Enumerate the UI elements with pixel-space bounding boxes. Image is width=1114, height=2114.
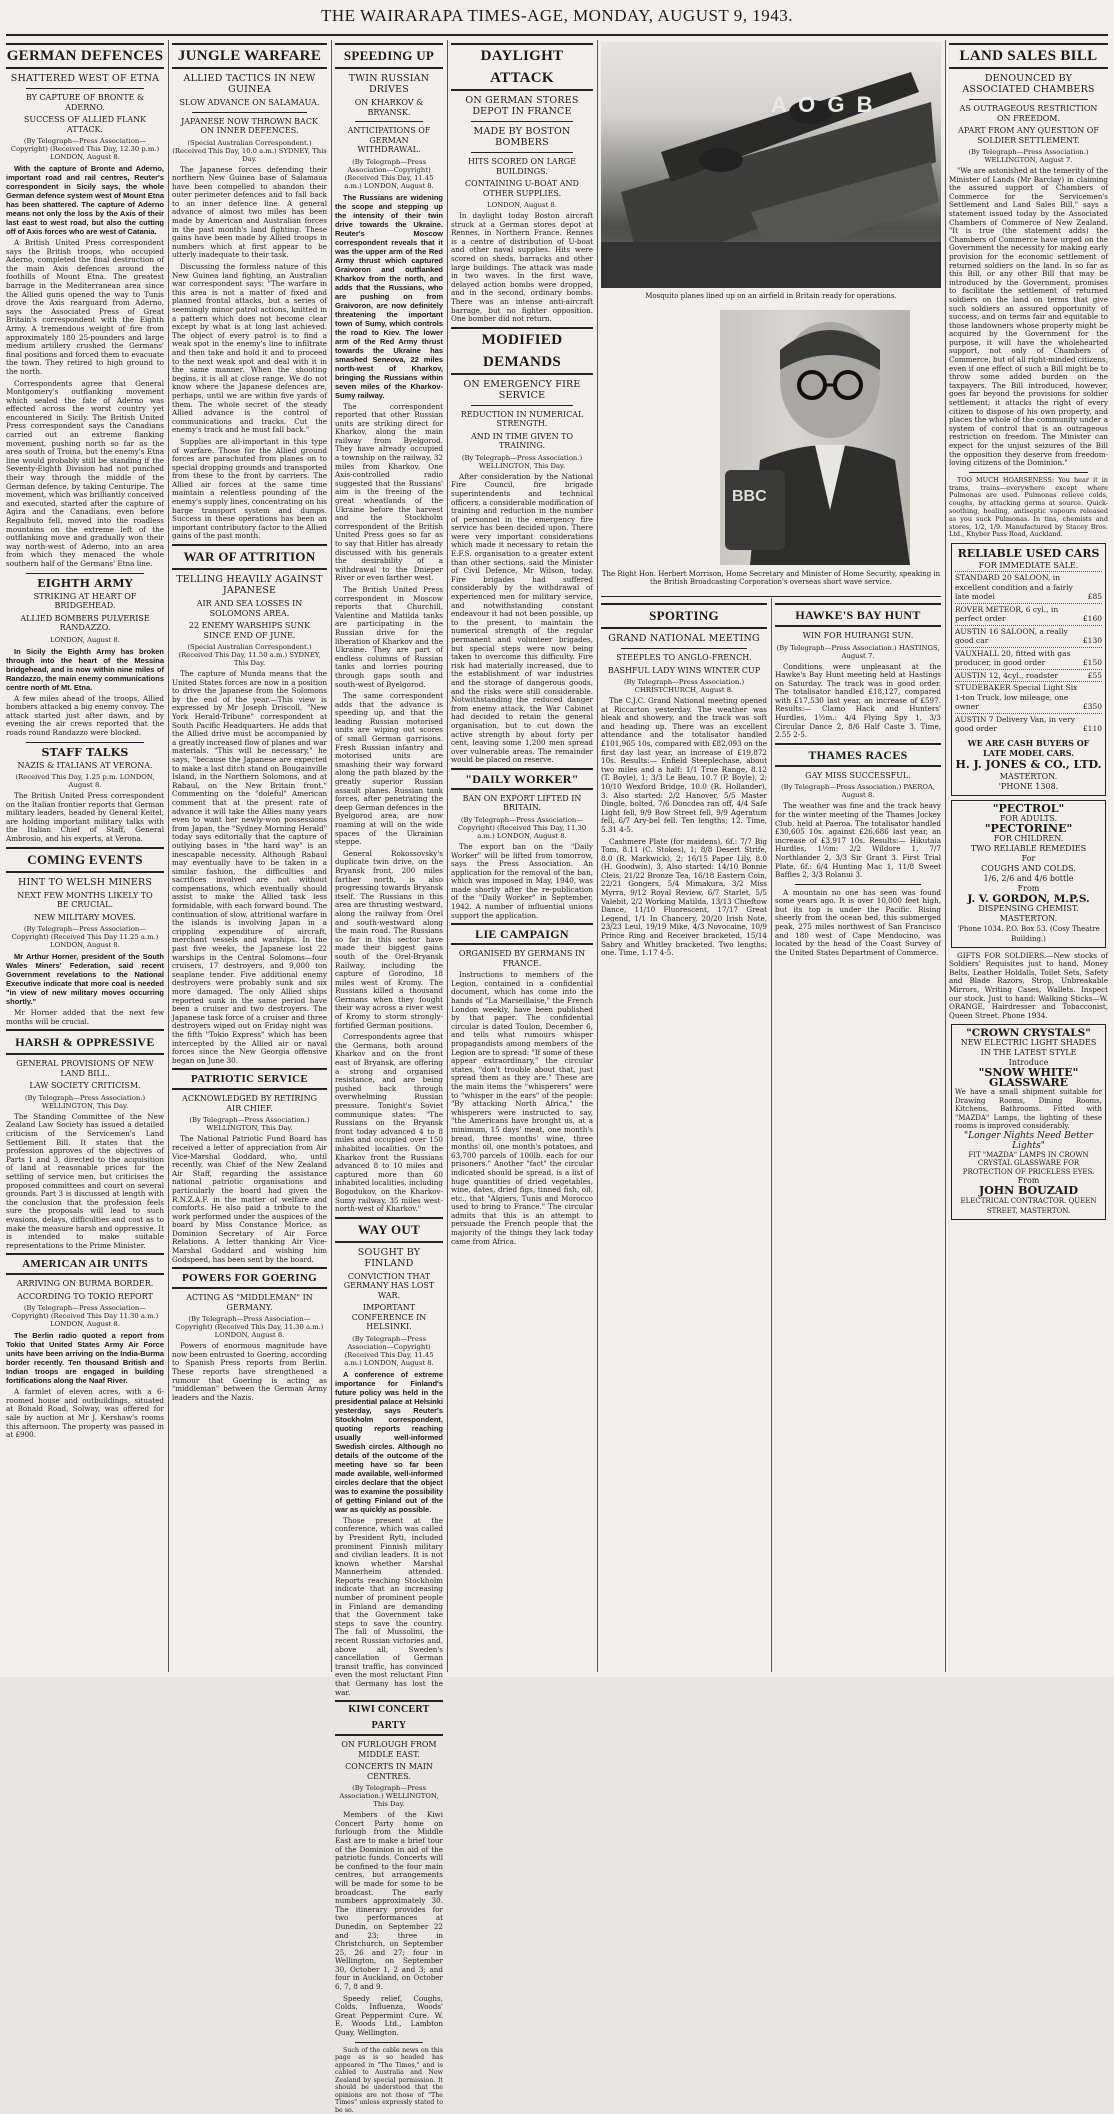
article-paragraph: The Standing Committee of the New Zealand Law Society has issued a detailed criticism of the Servicemen's Land Settlement Bill. It states that the profession approves of the objectives of Parts 1 and 3, directed to the acquisition of land at reasonable prices for the settling of service men, but criticises the proposed committees and court on several grounds. Part 3 is discussed at length with the conclusion that the profession feels sure the proposals will lead to such evasions, delays, difficulties and cost as to make the measure harsh and oppressive. It is intended to make suitable representations to the Prime Minister. bbox=[6, 1111, 164, 1250]
car-price: £160 bbox=[1082, 614, 1102, 624]
mosquito-planes-photo bbox=[601, 42, 941, 288]
column-3 bbox=[335, 40, 444, 2114]
subhead: ACCORDING TO TOKIO REPORT bbox=[17, 1291, 153, 1301]
lead-paragraph: The Russians are widening the scope and stepping up the intensity of their twin drive towards the Ukraine. Reuter's Moscow correspondent reveals that it was the upper arm of the Red Army thrust which captured Graivoron and outflanked Kharkov from the north, and adds that the Russians, who are pushing on from Graivoron, are now definitely threatening the important town of Sumy, which controls the road to Kiev. The lower arm of the Red Army thrust towards the Ukraine has smashed Seneova, 22 miles north-west of Kharkov, bringing the Russians within seven miles of the Kharkov-Sumy railway. bbox=[335, 192, 443, 400]
column-separator bbox=[168, 40, 169, 1672]
advert-title: GLASSWARE bbox=[988, 1076, 1069, 1090]
dateline: (By Telegraph—Press Association—Copyright) (Received This Day, 11.45 a.m.) LONDON, August 8. bbox=[344, 157, 434, 190]
dateline: (By Telegraph—Press Association.) CHRISTCHURCH, August 8. bbox=[623, 678, 745, 694]
subhead: SHATTERED WEST OF ETNA bbox=[10, 73, 160, 84]
lead-paragraph: The Berlin radio quoted a report from Tokio that United States Army Air Force units have been arriving on the India-Burma border recently. Ten thousand British and Indian troops are engaged in building fortifications along the Naaf River. bbox=[6, 1331, 164, 1386]
portrait-icon bbox=[720, 310, 910, 565]
lead-paragraph: A conference of extreme importance for Finland's future policy was held in the presidential palace at Helsinki yesterday, says Reuter's Stockholm correspondent, quoting reports reaching usually well-informed Swedish circles. Although no details of the outcome of the meeting have so far been made available, well-informed circles declare that the object was to examine the possibility of getting Finland out of the war as quickly as possible. bbox=[335, 1369, 443, 1514]
advert-body: We have a small shipment suitable for Drawing Rooms, Dining Rooms, Kitchens, Bathrooms. Fitted with "MAZDA" Lamps, the lighting of these rooms is improved considerably. bbox=[955, 1088, 1102, 1131]
advert-town: MASTERTON. bbox=[999, 771, 1058, 781]
advert-title: "CROWN CRYSTALS" bbox=[966, 1027, 1091, 1040]
subhead: NEW MILITARY MOVES. bbox=[34, 912, 136, 922]
used-cars-advert bbox=[951, 543, 1106, 796]
headline-patriotic-service: PATRIOTIC SERVICE bbox=[172, 1068, 327, 1090]
subhead: TELLING HEAVILY AGAINST JAPANESE bbox=[176, 574, 323, 597]
aircraft-code: A O G B bbox=[771, 92, 876, 117]
car-list-item bbox=[955, 647, 1102, 669]
dateline: (By Telegraph—Press Association—Copyright) (Received This Day, 11.45 a.m.) LONDON, August 8. bbox=[344, 1334, 434, 1367]
subhead: NEXT FEW MONTHS LIKELY TO BE CRUCIAL. bbox=[17, 890, 153, 910]
article-paragraph: In daylight today Boston aircraft struck at a German stores depot at Rennes, in Northern France. Rennes is a centre of distribution of U-boat and other naval supplies. Hits were scored on sheds, barracks and other large buildings. The attack was made in two waves. In the first wave, delayed action bombs were dropped, and in the second, ordinary bombs. There was an intense anti-aircraft barrage, but no fighter opposition. One bomber did not return. bbox=[451, 211, 593, 324]
article-paragraph: The weather was fine and the track heavy for the winter meeting of the Thames Jockey Club, held at Paeroa. The totalisator handled £30,605 10s. against £26,686 last year, an increase of £3,917 10s. Results:— Hikutaia Hurdles, 1½m: 2/2 Wildore 1, 7/7 Northlander 2, 3/3 Sir Grant 3. First Trial Plate, 6f.: 6/4 Hunting Mac 1, 11/8 Sweet Baffles 2, 3/3 Rolanui 3. bbox=[775, 801, 941, 880]
car-price: £350 bbox=[1082, 702, 1102, 712]
small-advert: Speedy relief, Coughs, Colds, Influenza, Woods' Great Peppermint Cure. W. E. Woods Ltd., Lambton Quay, Wellington. bbox=[335, 1993, 443, 2038]
subhead: STRIKING AT HEART OF BRIDGEHEAD. bbox=[33, 591, 137, 611]
advert-line: TWO RELIABLE REMEDIES bbox=[970, 843, 1087, 853]
subhead: BASHFUL LADY WINS WINTER CUP bbox=[607, 665, 761, 675]
dateline: (By Telegraph—Press Association.) WELLINGTON, This Day. bbox=[189, 1116, 310, 1133]
car-price: £150 bbox=[1082, 658, 1102, 668]
advert-line: ELECTRICAL CONTRACTOR. QUEEN STREET, MASTERTON. bbox=[960, 1197, 1097, 1216]
subhead: HINT TO WELSH MINERS bbox=[17, 876, 153, 888]
headline-thames-races: THAMES RACES bbox=[775, 743, 941, 767]
article-paragraph: Correspondents agree that the Germans, both around Kharkov and on the front east of Bryansk, are offering a strong and organised resistance, and are being pushed back through overwhelming Russian pressure. Tonight's Soviet communique states: "The Russians on the Bryansk front today advanced 4 to 8 miles and occupied over 150 inhabited localities. On the Kharkov front the Russians advanced 8 to 10 miles and captured more than 60 inhabited localities, including Bogodukov, on the Kharkov-Sumy railway, 35 miles west-north-west of Kharkov." bbox=[335, 1032, 444, 1214]
headline-eighth-army: EIGHTH ARMY bbox=[37, 576, 133, 590]
subhead: CONCERTS IN MAIN CENTRES. bbox=[345, 1762, 433, 1781]
subhead: AND IN TIME GIVEN TO TRAINING. bbox=[470, 431, 574, 451]
column-1 bbox=[6, 40, 164, 1672]
article-paragraph: Those present at the conference, which was called by President Ryti, included prominent Finnish military and civilian leaders. It is not known whether Marshal Mannerheim attended. Reports reaching Stockholm indicate that an increasing number of prominent people in Finland are demanding that the Government take steps to save the country. The fall of Mussolini, the recent Russian victories and, above all, Sweden's cancellation of German transit traffic, has convinced even the most reluctant Finn that Germany has lost the war. bbox=[335, 1515, 443, 1697]
subhead: MADE BY BOSTON BOMBERS bbox=[473, 126, 571, 148]
dateline: (Received This Day, 1.25 p.m. LONDON, August 8. bbox=[15, 773, 155, 790]
article-paragraph: A farmlet of eleven acres, with a 6-roomed house and outbuildings, situated at Bonald Road, Solway, was offered for sale by auction at Mr J. Kershaw's rooms this afternoon. The property was passed in at £900. bbox=[6, 1387, 164, 1440]
subhead: GRAND NATIONAL MEETING bbox=[608, 633, 760, 644]
car-list-item bbox=[955, 603, 1102, 625]
dateline: (By Telegraph—Press Association.) WELLINGTON, August 7. bbox=[968, 148, 1089, 164]
car-price: £55 bbox=[1087, 670, 1102, 680]
advert-line: From bbox=[1017, 883, 1040, 893]
car-name: STUDEBAKER Special Light Six 1-ton Truck, low mileage, one owner bbox=[955, 683, 1078, 712]
advert-phone: 'Phone 1034. P.O. Box 53. (Cosy Theatre Building.) bbox=[957, 924, 1100, 943]
car-list-item bbox=[955, 625, 1102, 647]
photo-caption: Mosquito planes lined up on an airfield in Britain ready for operations. bbox=[645, 292, 897, 300]
advert-line: COUGHS AND COLDS. bbox=[981, 863, 1076, 873]
headline-war-of-attrition: WAR OF ATTRITION bbox=[172, 544, 327, 570]
headline-land-sales-bill: LAND SALES BILL bbox=[949, 43, 1108, 69]
airplane-icon bbox=[601, 42, 941, 288]
article-paragraph: The British United Press correspondent in Moscow reports that Churchill, Valentine and Matilda tanks are participating in the Russian drive for the liberation of Kharkov and the Ukraine. They are part of endless columns of Russian tanks and lorries pouring through gaps south and south-west of Byelgorod. bbox=[335, 584, 443, 689]
advert-line: FIT "MAZDA" LAMPS IN CROWN CRYSTAL GLASSWARE FOR PROTECTION OF PRICELESS EYES. bbox=[962, 1150, 1095, 1176]
pectrol-advert bbox=[951, 800, 1106, 948]
article-paragraph: A few miles ahead of the troops, Allied bombers attacked a big enemy convoy. The attack started just after dawn, and by evening the air crews reported that the roads round Randazzo were blocked. bbox=[6, 693, 164, 737]
subhead: ON GERMAN STORES DEPOT IN FRANCE bbox=[465, 95, 579, 117]
subhead: IMPORTANT CONFERENCE IN HELSINKI. bbox=[351, 1303, 427, 1332]
advert-line: DISPENSING CHEMIST. MASTERTON. bbox=[978, 903, 1079, 923]
advert-firm: JOHN BOUZAID bbox=[979, 1184, 1078, 1198]
car-list-item bbox=[955, 681, 1102, 713]
advert-line: NEW ELECTRIC LIGHT SHADES IN THE LATEST STYLE bbox=[960, 1038, 1097, 1058]
car-price: £85 bbox=[1087, 592, 1102, 602]
dateline: (By Telegraph—Press Association.) WELLINGTON, This Day. bbox=[461, 453, 583, 470]
article-paragraph: The British United Press correspondent on the Italian frontier reports that German military leaders, headed by General Keitel, are holding important military talks with the Italian Chief of Staff, General Ambrosio, and his experts, at Verona. bbox=[6, 791, 164, 843]
column-separator bbox=[597, 40, 598, 1672]
subhead: ALLIED TACTICS IN NEW GUINEA bbox=[183, 73, 316, 95]
subhead: ON EMERGENCY FIRE SERVICE bbox=[463, 378, 581, 401]
subhead: ARRIVING ON BURMA BORDER. bbox=[16, 1279, 154, 1289]
subhead: TWIN RUSSIAN DRIVES bbox=[348, 73, 430, 95]
subhead: ALLIED BOMBERS PULVERISE RANDAZZO. bbox=[20, 613, 150, 633]
advert-phone: 'PHONE 1308. bbox=[998, 781, 1059, 791]
subhead: ON FURLOUGH FROM MIDDLE EAST. bbox=[341, 1740, 437, 1759]
headline-kiwi-concert-party: KIWI CONCERT PARTY bbox=[335, 1700, 443, 1736]
article-paragraph: Powers of enormous magnitude have now been entrusted to Goering, according to Spanish Press reports from Berlin. These reports have strengthened a rumour that Goering is acting as "middleman" between the German Army leaders and the Nazis. bbox=[172, 1341, 327, 1402]
advert-line: From bbox=[1017, 1176, 1040, 1186]
subhead: NAZIS & ITALIANS AT VERONA. bbox=[17, 760, 153, 770]
article-paragraph: Mr Horner added that the next few months will be crucial. bbox=[6, 1008, 164, 1026]
advert-firm: J. V. GORDON, M.P.S. bbox=[967, 892, 1090, 905]
headline-powers-for-goering: POWERS FOR GOERING bbox=[172, 1267, 327, 1289]
article-paragraph: The C.J.C. Grand National meeting opened at Riccarton yesterday. The weather was bleak and showery, and the track was soft and heading up. There was an excellent attendance and the totalisator handled £101,965 10s, compared with £82,093 on the first day last year, an increase of £19,872 10s. Results:— Enfield Steeplechase, about two miles and a half: 1/1 True Range, 8.12 (T. Boyle), 1; 3/3 Le Beau, 10.7 (P. Boyle), 2; 10/10 Wexford Bridge, 10.0 (R. Hollander), 3. Also started: 2/2 Hanover, 5/5 Master Dingle, bolted, 7/6 Doncdea ran off, 4/4 Safe Light fell, 9/9 Bow Street fell, 9/9 Ageratum fell, 6/7 Ary-bel fell. Ten lengths; 12. Time, 5.31 4-5. bbox=[601, 696, 767, 834]
subhead: SOUGHT BY FINLAND bbox=[357, 1246, 421, 1269]
article-paragraph: The correspondent reported that other Russian units are striking direct for Kharkov, along the main railway from Byelgorod. They have already occupied a township on the railway, 32 miles from Kharkov. One Axis-controlled radio suggested that the Russians' aim is the freeing of the great wheatlands of the Ukraine before the harvest and the Stockholm correspondent of the British United Press goes so far as to say that Hitler has already discussed with his generals the desirability of a withdrawal to the Dnieper River or even farther west. bbox=[335, 401, 443, 583]
headline-lie-campaign: LIE CAMPAIGN bbox=[451, 923, 593, 945]
article-paragraph: Discussing the formless nature of this New Guinea land fighting, an Australian war correspondent says: "The warfare in this area is not a matter of fixed and planned frontal attacks, but a series of seemingly minor patrol actions, knitted in a pattern which does not become clear except by what is at long last achieved. The object of every patrol is to find a weak spot in the enemy's line to infiltrate and then take and hold it and to proceed to the next weak spot and deal with it in the same manner. When the shooting begins, it is all at close range. We do not know where the Japanese defences are, perhaps, until we are within five yards of them. The whole secret of the steady Allied advance is the control of communications and tracks. Cut the enemy's track and he must fall back." bbox=[172, 262, 327, 435]
masthead-rule bbox=[6, 34, 1108, 36]
article-paragraph: "We are astonished at the temerity of the Minister of Lands (Mr Barclay) in claiming the assured support of Chambers of Commerce for the Servicemen's Settlement and Land Sales Bill," says a statement issued today by the Associated Chambers of Commerce of New Zealand. "It is true (the statement adds) the Chambers of Commerce have urged on the Government the necessity for making early provision for the economic settlement of returned soldiers on the land. In so far as this Bill, or any other Bill that may be introduced by the Government, promises to facilitate the settlement of returned soldiers on the land on terms that give such soldiers an assured opportunity of success, and on terms fair and equitable to those landowners whose property might be acquired by the Government for the purpose, it will have the wholehearted support, not only of Chambers of Commerce, but of all right-minded citizens, even if one effect of such a Bill might be to throw some added burden on the taxpayers. The Bill introduced, however, goes far beyond the provisions for soldier settlement; it attacks the right of every citizen to dispose of his own property, and places the whole of the community under a system of control that is an outrageous restriction on freedom. The Minister can expect for the unjust seizures of the Bill the opposition they deserve from freedom-loving citizens of the Dominion." bbox=[949, 166, 1108, 468]
car-price: £130 bbox=[1082, 636, 1102, 646]
advert-foot: WE ARE CASH BUYERS OF LATE MODEL CARS. bbox=[967, 737, 1090, 758]
advert-title: RELIABLE USED CARS bbox=[957, 547, 1100, 561]
headline-daily-worker: "DAILY WORKER" bbox=[451, 768, 593, 790]
article-paragraph: Cashmere Plate (for maidens), 6f.: 7/7 Big Tom, 8.11 (C. Stokes), 1; 8/8 Desert Strife, 8.0 (R. Markwick), 2; 16/15 Paper Lily, 8.0 (H. Goodwin), 3. Also started: 14/10 Bonnie Cleis, 21/22 Bronze Tea, 16/18 Eastern Coin, 22/21 Gongers, 5/4 Mimakura, 3/2 Miss Myrra, 9/12 Royal Review, 6/7 Starlet, 5/5 Valebit, 2/2 Working Matilda, 13/13 Chieftow Dance, 11/10 Fluorescent, 17/17 Great Legend, 1/1 In Chancery, 20/20 Irish Note, 23/23 Leul, 19/19 Mike, 4/3 Novocaine, 10/9 Prince Ring and Receiver bracketed, 15/14 Sabry and Whitley bracketed. Two lengths; one. Time, 1.17 4-5. bbox=[601, 836, 767, 958]
headline-american-air-units: AMERICAN AIR UNITS bbox=[6, 1253, 164, 1275]
car-list-item bbox=[955, 713, 1102, 735]
column-6 bbox=[949, 40, 1108, 1672]
subhead: AS OUTRAGEOUS RESTRICTION ON FREEDOM. bbox=[959, 104, 1098, 123]
headline-hawkes-bay-hunt: HAWKE'S BAY HUNT bbox=[775, 603, 941, 627]
column-separator bbox=[771, 598, 772, 1672]
dateline: (By Telegraph—Press Association.) WELLINGTON, This Day. bbox=[339, 1784, 439, 1809]
advert-line: Introduce bbox=[1008, 1058, 1049, 1068]
subhead: ON KHARKOV & BRYANSK. bbox=[354, 98, 424, 117]
article-paragraph: Supplies are all-important in this type of warfare. Those for the Allied ground forces are parachuted from planes on to special dropping grounds and transported from these to the front by carriers. The Allied air forces at the same time maintain a relentless pounding of the enemy's supply lines, concentrating on his barge transport system and dumps. Success in these operations has been an important contributory factor to the Allied gains of the past month. bbox=[172, 436, 327, 541]
herbert-morrison-photo bbox=[720, 310, 910, 565]
article-paragraph: The export ban on the "Daily Worker" will be lifted from tomorrow, says the Press Association. An application for the removal of the ban, which was imposed in May, 1940, was made shortly after the re-publication of the "Daily Worker" in September, 1942. A number of influential unions support the application. bbox=[451, 841, 593, 920]
car-name: AUSTIN 16 SALOON, a really good car bbox=[955, 626, 1068, 646]
car-list bbox=[955, 571, 1102, 735]
headline-modified-demands: MODIFIED DEMANDS bbox=[451, 327, 593, 375]
photo-caption: The Right Hon. Herbert Morrison, Home Secretary and Minister of Home Security, speaking in the British Broadcasting Corporation's overseas short wave service. bbox=[601, 570, 941, 587]
subhead: 22 ENEMY WARSHIPS SUNK SINCE END OF JUNE. bbox=[188, 621, 311, 640]
headline-harsh-oppressive: HARSH & OPPRESSIVE bbox=[6, 1029, 164, 1055]
subhead: STEEPLES TO ANGLO-FRENCH. bbox=[616, 653, 752, 662]
car-list-item bbox=[955, 571, 1102, 603]
headline-german-defences: GERMAN DEFENCES bbox=[6, 43, 164, 69]
subhead: AIR AND SEA LOSSES IN SOLOMONS AREA. bbox=[196, 599, 303, 618]
lead-paragraph: In Sicily the Eighth Army has broken through into the heart of the Messina bridgehead, and is now within nine miles of Randazzo, the main enemy communications centre north of Mt. Etna. bbox=[6, 646, 164, 692]
subhead: BY CAPTURE OF BRONTE & ADERNO. bbox=[25, 93, 145, 112]
headline-sporting: SPORTING bbox=[601, 603, 767, 629]
column-2 bbox=[172, 40, 327, 1672]
column-5b bbox=[775, 600, 941, 1672]
subhead: SLOW ADVANCE ON SALAMAUA. bbox=[179, 98, 320, 107]
masthead: THE WAIRARAPA TIMES-AGE, MONDAY, AUGUST 9, 1943. bbox=[320, 6, 794, 25]
bbc-sign: BBC bbox=[732, 488, 767, 505]
dateline: (By Telegraph—Press Association—Copyright) (Received This Day 11.30 a.m.) LONDON, August 8. bbox=[11, 1304, 159, 1329]
dateline: (By Telegraph—Press Association.) WELLINGTON, This Day. bbox=[24, 1093, 146, 1110]
advert-slogan: "Longer Nights Need Better Lights" bbox=[964, 1130, 1093, 1151]
subhead: WIN FOR HUIRANGI SUN. bbox=[802, 631, 914, 640]
subhead: GAY MISS SUCCESSFUL. bbox=[805, 770, 911, 780]
article-paragraph: The capture of Munda means that the United States forces are now in a position to drive the Japanese from the Solomons by the end of the year.—This view is expressed by Mr Joseph Driscoll, "New York Herald-Tribune" correspondent at South Pacific Headquarters. He adds that the Allied drive must be accompanied by a greatly increased flow of planes and war materials. "This will be necessary," he says, "because the Japanese are expected to make a last ditch stand on Bougainville Island, in the Northern Solomons, and at Rabaul, on the New Britain front." Commenting on the "doleful" American comment that at the present rate of advance it will take the Allies many years even to want her newly-won possessions from Japan, the "Sydney Morning Herald" today says editorially that the capture of outlying bases in "the hard way" is an inescapable necessity. Although Rabaul may eventually have to be taken in a similar fashion, the difficulties and sacrifices involved are not without compensations, which eventually should assist to make the Allied task less formidable, with each forward bound. The continuation of slow, attritional warfare in the islands is involving Japan in a crippling expenditure of aircraft, merchant vessels and warships. In the past five weeks, the Japanese lost 22 warships in the Central Solomons—four cruisers, 17 destroyers, and 9,000 ton seaplane tender. Five additional enemy destroyers were probably sunk and six more damaged. The only Allied ships reported sunk in the same period have been a cruiser and two destroyers. The Japanese task force of a cruiser and three destroyers wiped out on Friday night was the fifth "Tokio Express" which has been intercepted by the Allied air or naval forces since the New Georgia offensive began on June 30. bbox=[172, 669, 327, 1065]
dateline: (By Telegraph—Press Association.) PAEROA, August 8. bbox=[781, 783, 935, 800]
lead-paragraph: With the capture of Bronte and Aderno, important road and rail centres, Reuter's correspondent in Sicily says, the whole German defence system west of Mount Etna has been shattered. The capture of Aderno means not only the loss by the Axis of their last east to west road, but also the cutting off of Axis forces who are west of Catania. bbox=[6, 164, 164, 236]
article-paragraph: Correspondents agree that General Montgomery's outflanking movement which sealed the fate of Aderno was effected across the worst country yet encountered in Sicily. The British United Press correspondent says the Canadians carried out an extreme flanking movement, pushing north so far as the area south of Troina, but the enemy's Etna line would probably still be standing if the Seventy-Eighth Division had not punched their way through the middle of the German defence, by taking Centuripe. The movement, which was brilliantly conceived and executed, started after the capture of Agira and the Canadians, even before Regalbuto fell, moved into the roadless mountains on the extreme left of the outflanking move and gradually won their way north-west of Aderno, into an area from which they menaced the whole southern half of the Germans' Etna line. bbox=[6, 378, 164, 568]
subhead: SUCCESS OF ALLIED FLANK ATTACK. bbox=[23, 115, 147, 134]
dateline: LONDON, August 8. bbox=[50, 635, 120, 644]
dateline: (Special Australian Correspondent.) (Received This Day, 11.50 a.m.) SYDNEY, This Day. bbox=[178, 643, 321, 668]
small-advert: TOO MUCH HOARSENESS: You hear it in trams, trains—everywhere except where Pulmonas are used. Pulmonas relieve colds, coughs, by attacking germs at source. Quick-soothing, healing, antiseptic vapours released as you suck Pulmonas. In tins, chemists and stores, 1/2, 1/9. Manufactured by Stacey Bros. Ltd., Khyber Pass Road, Auckland. bbox=[949, 475, 1108, 539]
dateline: (By Telegraph—Press Association—Copyright) (Received This Day, 11.30 a.m.) LONDON, August 8. bbox=[175, 1315, 324, 1340]
car-list-item bbox=[955, 669, 1102, 682]
column-separator bbox=[331, 40, 332, 1672]
small-advert: GIFTS FOR SOLDIERS.—New stocks of Soldiers' Requisites just to hand. Money Belts, Leather Holdalls, Toilet Sets, Safety and Blade Razors, Strop, Unbreakable Mirrors, Writing Cases, Wallets. Inspect our stock. Just to hand: Walking Sticks—W. ORANGE, Hairdresser and Tobacconist, Queen Street. Phone 1934. bbox=[949, 950, 1108, 1020]
car-name: STANDARD 20 SALOON, in excellent condition and a fairly late model bbox=[955, 573, 1073, 602]
article-paragraph: Members of the Kiwi Concert Party home on furlough from the Middle East are to make a brief tour of the Dominion in aid of the patriotic funds. Concerts will be confined to the four main centres, but arrangements will be made for some to be broadcast. The early numbers approximately 30. The itinerary provides for two performances at Dunedin, on September 22 and 23; three in Christchurch, on September 25, 26 and 27; four in Wellington, on September 30, October 1, 2 and 3; and four in Auckland, on October 6, 7, 8 and 9. bbox=[335, 1810, 443, 1992]
subhead: ACTING AS "MIDDLEMAN" IN GERMANY. bbox=[186, 1293, 313, 1312]
lead-paragraph: Mr Arthur Horner, president of the South Wales Miners' Federation, said recent Government revelations to the National Executive indicate that more coal is needed "in view of new military moves occurring shortly." bbox=[6, 952, 164, 1007]
headline-daylight-attack: DAYLIGHT ATTACK bbox=[451, 43, 593, 91]
headline-coming-events: COMING EVENTS bbox=[6, 847, 164, 873]
subhead: GENERAL PROVISIONS OF NEW LAND BILL. bbox=[16, 1059, 154, 1078]
article-paragraph: A mountain no one has seen was found some years ago. It is over 10,000 feet high, but its top is under the Pacific. Rising sheerly from the ocean bed, this submerged peak, 275 miles northwest of San Francisco and 180 west of Cape Mendocino, was located by the head of the Coast Survey of the United States Department of Commerce. bbox=[775, 887, 941, 957]
subhead: APART FROM ANY QUESTION OF SOLDIER SETTLEMENT. bbox=[958, 126, 1099, 145]
car-name: VAUXHALL 20, fitted with gas producer, in good order bbox=[955, 648, 1071, 668]
article-paragraph: Conditions were unpleasant at the Hawke's Bay Hunt meeting held at Hastings on Saturday. The track was in good order. The totalisator handled £18,127, compared with £17,530 last year, an increase of £597. Results:— Clamo Hack and Hunters' Hurdles, 1½m.: 4/4 Flying Spy 1, 3/3 Circular Dance 2, 8/6 Half Caste 3. Time, 2.55 2-5. bbox=[775, 661, 941, 740]
dateline: (Special Australian Correspondent.) (Received This Day, 10.0 a.m.) SYDNEY, This Day. bbox=[172, 138, 327, 163]
crown-crystals-advert bbox=[951, 1024, 1106, 1220]
subhead: CONVICTION THAT GERMANY HAS LOST WAR. bbox=[343, 1271, 435, 1300]
dateline: (By Telegraph—Press Association—Copyright) (Received This Day, 12.30 p.m.) LONDON, August 8. bbox=[10, 137, 160, 161]
dateline: LONDON, August 8. bbox=[487, 201, 557, 209]
article-paragraph: The Japanese forces defending their northern New Guinea base of Salamaua have been compelled to abandon their outer perimeter defences and to fall back to an inner defence line. A general advance of almost two miles has been made by American and Australian forces in the past month's land fighting. These gains have been made by Allied troops in numbers which at first appear to be utterly inadequate to their task. bbox=[172, 164, 327, 260]
article-paragraph: After consideration by the National Fire Council, fire brigade superintendents and technical officers, a considerable modification of training and reduction in the number of personnel in the emergency fire service has been decided upon. There were very important considerations which made it necessary to retain the E.F.S. organisation to a greater extent than other sections, said the Minister of Civil Defence, Mr Wilson, today. Fire brigades had suffered considerably by the withdrawal of experienced men for military service, and notwithstanding constant endeavour it had not been possible, up to the present, to maintain the numerical strength of the regular permanent and volunteer brigades, but special steps were now being taken to overcome this difficulty. Fire risk had materially increased, due to the establishment of war industries and the storage of dangerous goods, and the risks were still considerable. Notwithstanding the reduced danger from enemy attack, the War Cabinet had decided to retain the general organisation, but to cut down the active strength by about forty per cent, leaving some 1,200 men spread over vulnerable areas. The remainder would be placed on reserve. bbox=[451, 471, 593, 765]
article-paragraph: Instructions to members of the Legion, contained in a confidential document, which has come into the hands of "La Marseillaise," the French London weekly, have been published by that paper. The confidential circular is dated Toulon, December 6, and tells what rumours whisper propagandists among members of the Legion are to spread: "If some of these appear extraordinary," the circular states, "don't trouble about that, just spread them as they are." These are the main items the "whisperers" were to "whisper in the ears" of the people: "By attacking North Africa," the whisperers were instructed to say, "the Americans have brought us, at a minimum, 15 days' meat, one month's bread, three months' wine, three months' oil, one month's potatoes, and 63,700 parcels of 100lb. each for our prisoners." Another "fact" the circular indicated should be spread, is a list of huge quantities of dried vegetables, wine, dates, dried figs, tinned fish, oil, etc., that "Algiers, Tunis and Morocco used to bring to France." The circular admits that this is an attempt to persuade the French people that the majority of the things they lack today came from Africa. bbox=[451, 970, 593, 1246]
subhead: JAPANESE NOW THROWN BACK ON INNER DEFENCES. bbox=[181, 116, 318, 135]
car-price: £110 bbox=[1082, 724, 1102, 734]
headline-speeding-up: SPEEDING UP bbox=[335, 43, 443, 69]
advert-line: 1/6, 2/6 and 4/6 bottle bbox=[983, 873, 1074, 883]
article-paragraph: General Rokossovsky's duplicate twin drive, on the Bryansk front, 200 miles farther north, is also progressing towards Bryansk itself. The Russians in this area are thrusting westward, along the railway from Orel and south-westward along the main road. The Russians so far in this sector have made their biggest gains south of the Orel-Bryansk Railway, including the capture of Gorodino, 18 miles west of Kromy. The Russians killed a thousand Germans when they fought their way across a river west of Kromy to storm strongly-fortified German positions. bbox=[335, 848, 443, 1030]
article-paragraph: A British United Press correspondent says the British troops, who occupied Aderno, completed the final destruction of the main Axis defences around the foothills of Mount Etna. The greatest barrage in the Mediterranean area since the Allied guns opened the way to Tunis drove the Axis rearguard from Aderno, says the Associated Press of Great Britain's correspondent with the Eighth Army. A tremendous weight of fire from approximately 180 25-pounders and large medium artillery crushed the Germans' final positions and forced them to evacuate the town. They retired to high ground to the north. bbox=[6, 238, 164, 376]
subhead: ACKNOWLEDGED BY RETIRING AIR CHIEF. bbox=[182, 1094, 317, 1113]
copyright-notice: Such of the cable news on this page as is so headed has appeared in "The Times," and is cabled to Australia and New Zealand by special permission. It should be understood that the opinions are not those of "The Times" unless expressly stated to be so. bbox=[335, 2046, 443, 2114]
advert-subtitle: FOR IMMEDIATE SALE. bbox=[978, 561, 1079, 571]
headline-jungle-warfare: JUNGLE WARFARE bbox=[172, 43, 327, 69]
subhead: BAN ON EXPORT LIFTED IN BRITAIN. bbox=[462, 793, 582, 813]
dateline: (By Telegraph—Press Association—Copyright) (Received This Day 11.25 a.m.) LONDON, August 8. bbox=[11, 925, 159, 950]
subhead: DENOUNCED BY ASSOCIATED CHAMBERS bbox=[962, 73, 1095, 95]
subhead: CONTAINING U-BOAT AND OTHER SUPPLIES. bbox=[465, 179, 579, 198]
advert-firm: H. J. JONES & CO., LTD. bbox=[955, 757, 1102, 771]
subhead: ANTICIPATIONS OF GERMAN WITHDRAWAL. bbox=[347, 126, 431, 154]
column-separator bbox=[945, 40, 946, 1672]
advert-title: "PECTROL" bbox=[992, 801, 1065, 815]
dateline: (By Telegraph—Press Association.) HASTINGS, August 7. bbox=[776, 643, 940, 660]
car-name: AUSTIN 12, 4cyl., roadster bbox=[955, 670, 1059, 680]
article-paragraph: The same correspondent adds that the advance is speeding up, and that the leading Russian motorised units are wiping out scores of small German garrisons. Fresh Russian infantry and motorised units are smashing their way forward along the path blazed by the greatly superior Russian assault planes. Russian tank forces, after penetrating the deep German defences in the Byelgorod area, are now roaming at will on the wide spaces of the Ukrainian steppe. bbox=[335, 691, 443, 847]
column-4 bbox=[451, 40, 593, 1672]
advert-line: For bbox=[1021, 853, 1036, 863]
advert-line: FOR CHILDREN. bbox=[993, 833, 1064, 843]
column-5a bbox=[601, 600, 767, 1672]
advert-title: "PECTORINE" bbox=[984, 821, 1073, 835]
column-separator bbox=[447, 40, 448, 1672]
subhead: ORGANISED BY GERMANS IN FRANCE. bbox=[458, 949, 586, 968]
car-name: ROVER METEOR, 6 cyl., in perfect order bbox=[955, 604, 1059, 624]
article-paragraph: The National Patriotic Fund Board has received a letter of appreciation from Air Vice-Marshal Goddard, who, until recently, was Chief of the New Zealand Air Staff, regarding the assistance national patriotic organisations and particularly the board had given the R.N.Z.A.F. in the matter of welfare and comforts. He also paid a tribute to the work performed under the auspices of the board by Miss Constance Morice, as Dominion Secretary of Air Force Relations. A letter thanking Air Vice-Marshal Goddard and wishing him Godspeed, has been sent by the board. bbox=[172, 1134, 327, 1264]
advert-title: "SNOW WHITE" bbox=[978, 1066, 1079, 1080]
headline-staff-talks: STAFF TALKS bbox=[41, 745, 129, 759]
headline-way-out: WAY OUT bbox=[335, 1217, 443, 1243]
advert-line: FOR ADULTS. bbox=[999, 813, 1058, 823]
subhead: LAW SOCIETY CRITICISM. bbox=[29, 1081, 141, 1091]
car-name: AUSTIN 7 Delivery Van, in very good order bbox=[955, 714, 1075, 734]
subhead: REDUCTION IN NUMERICAL STRENGTH. bbox=[460, 409, 584, 429]
dateline: (By Telegraph—Press Association—Copyright) (Received This Day, 11.30 a.m.) LONDON, August 8. bbox=[457, 815, 587, 840]
subhead: HITS SCORED ON LARGE BUILDINGS. bbox=[468, 157, 576, 176]
